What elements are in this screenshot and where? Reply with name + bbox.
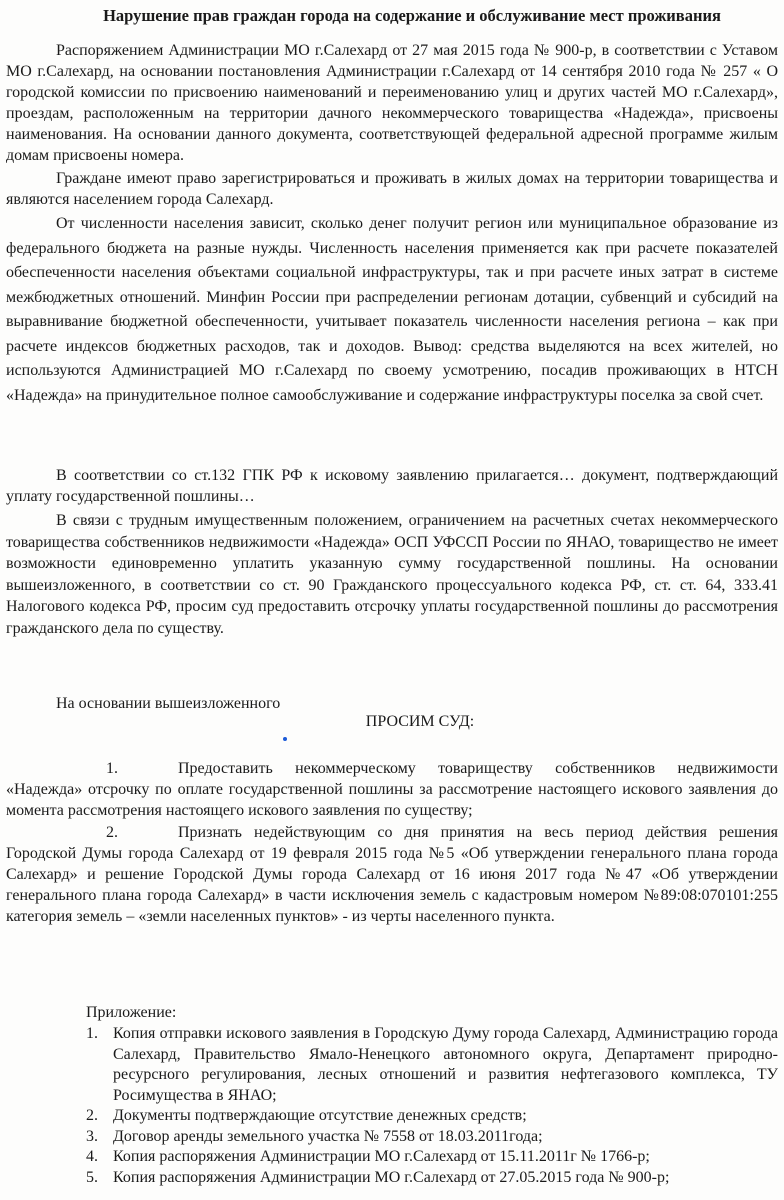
petition-heading: ПРОСИМ СУД: xyxy=(365,713,475,730)
attachment-number: 5. xyxy=(86,1168,98,1186)
document-title: Нарушение прав граждан города на содержание и обслуживание мест проживания xyxy=(103,6,721,25)
attachment-text: Копия отправки искового заявления в Городскую Думу города Салехард, Администрацию города Салехард, Правительство Ямало-Ненецкого автономного округа, Департамент природно-ресурсного регулирования, лесных отношений и развития нефтегазового комплекса, ТУ Росимущества в ЯНАО; xyxy=(113,1025,778,1104)
attachment-item xyxy=(86,1024,778,1106)
attachment-item xyxy=(86,1147,778,1168)
request-text: Предоставить некоммерческому товариществу собственников недвижимости «Надежда» отсрочку по оплате государственной пошлины за рассмотрение настоящего искового заявления до момента рассмотрения настоящего искового заявления по существу; xyxy=(6,760,778,819)
basis-line: На основании вышеизложенного xyxy=(56,695,281,712)
attachment-text: Договор аренды земельного участка № 7558 от 18.03.2011года; xyxy=(113,1127,543,1145)
request-item-1 xyxy=(6,758,778,821)
request-number: 2. xyxy=(106,824,118,841)
attachment-item xyxy=(86,1127,778,1148)
attachment-number: 4. xyxy=(86,1148,98,1165)
paragraph-deferral-request: В связи с трудным имущественным положением, ограничением на расчетных счетах некоммерческого товарищества собственников недвижимости «Надежда» ОСП УФССП России по ЯНАО, товарищество не имеет возможности единовременно уплатить указанную сумму государственной пошлины. На основании вышеизложенного, в соответствии со ст. 90 Гражданского процессуального кодекса РФ, ст. ст. 64, 333.41 Налогового кодекса РФ, просим суд предоставить отсрочку уплаты государственной пошлины до рассмотрения гражданского дела по существу. xyxy=(6,512,778,637)
attachment-number: 2. xyxy=(86,1107,98,1124)
attachments-list xyxy=(86,1024,778,1188)
attachments-heading: Приложение: xyxy=(86,1004,177,1021)
request-item-2 xyxy=(6,822,778,927)
attachment-item xyxy=(86,1106,778,1127)
attachment-text: Копия распоряжения Администрации МО г.Салехард от 27.05.2015 года № 900-р; xyxy=(113,1168,670,1186)
request-text: Признать недействующим со дня принятия на весь период действия решения Городской Думы города Салехард от 19 февраля 2015 года №5 «Об утверждении генерального плана города Салехард» и решение Городской Думы города Салехард от 16 июня 2017 года №47 «Об утверждении генерального плана города Салехард» в части исключения земель с кадастровым номером №89:08:070101:255 категория земель – «земли населенных пунктов» - из черты населенного пункта. xyxy=(6,824,778,925)
paragraph-population-funding: От численности населения зависит, сколько денег получит регион или муниципальное образование из федерального бюджета на разные нужды. Численность населения применяется как при расчете показателей обеспеченности населения объектами социальной инфраструктуры, так и при расчете иных затрат в системе межбюджетных отношений. Минфин России при распределении регионам дотации, субвенций и субсидий на выравнивание бюджетной обеспеченности, учитывает показатель численности населения региона – как при расчете индексов бюджетных расходов, так и доходов. Вывод: средства выделяются на всех жителей, но используются Администрацией МО г.Салехард по своему усмотрению, посадив проживающих в НТСН «Надежда» на принудительное полное самообслуживание и содержание инфраструктуры поселка за свой счет. xyxy=(6,215,778,404)
attachment-number: 3. xyxy=(86,1127,98,1145)
paragraph-decree: Распоряжением Администрации МО г.Салехард от 27 мая 2015 года № 900-р, в соответствии с Уставом МО г.Салехард, на основании постановления Администрации г.Салехард от 14 сентября 2010 года № 257 « О городской комиссии по присвоению наименований и переименованию улиц и других частей МО г.Салехард», проездам, расположенным на территории дачного некоммерческого товарищества «Надежда», присвоены наименования. На основании данного документа, соответствующей федеральной адресной программе жилым домам присвоены номера. xyxy=(6,42,778,164)
attachment-number: 1. xyxy=(86,1025,98,1042)
ink-dot xyxy=(283,737,287,741)
paragraph-state-duty: В соответствии со ст.132 ГПК РФ к исковому заявлению прилагается… документ, подтверждающий уплату государственной пошлины… xyxy=(6,467,778,505)
paragraph-citizens-rights: Граждане имеют право зарегистрироваться и проживать в жилых домах на территории товарищества и являются населением города Салехард. xyxy=(6,170,778,208)
attachment-item xyxy=(86,1168,778,1189)
request-number: 1. xyxy=(106,760,118,777)
attachment-text: Копия распоряжения Администрации МО г.Салехард от 15.11.2011г № 1766-р; xyxy=(113,1148,650,1165)
attachment-text: Документы подтверждающие отсутствие денежных средств; xyxy=(113,1107,527,1124)
